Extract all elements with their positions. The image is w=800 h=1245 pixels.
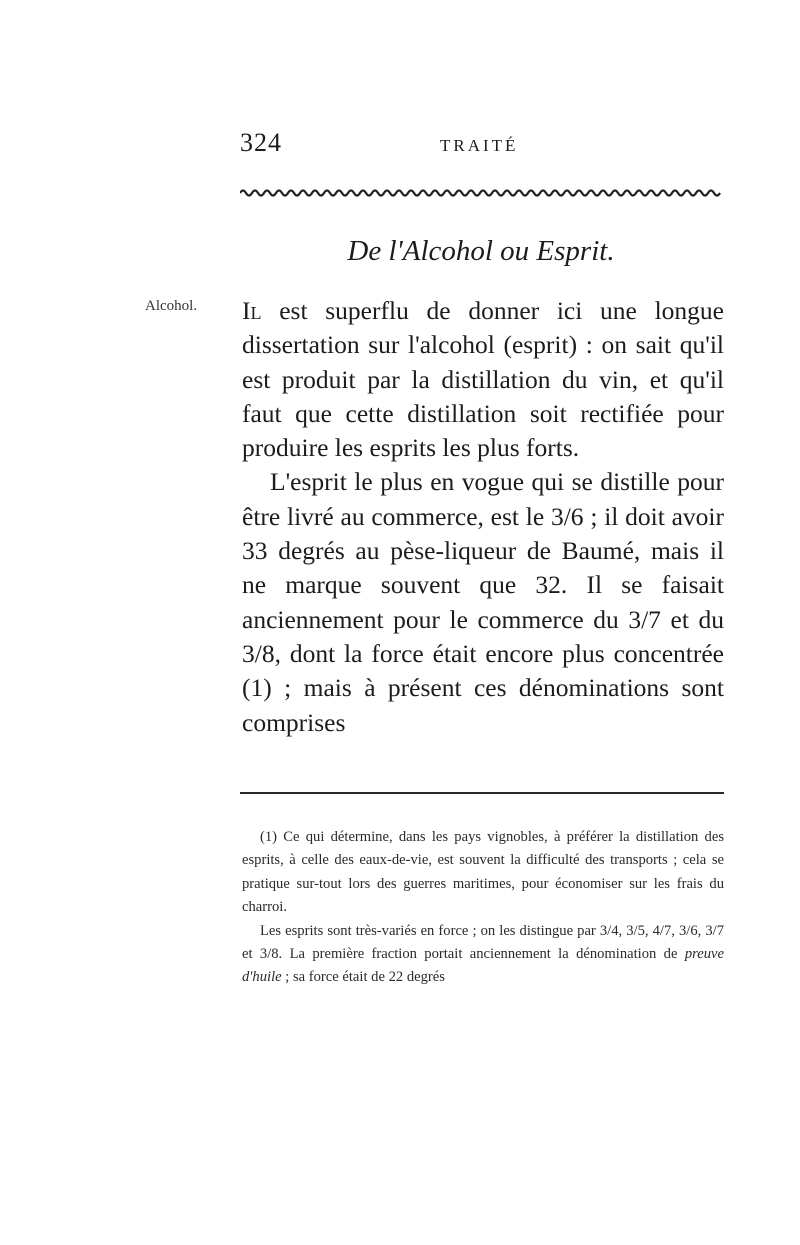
footnote-italic-term: preuve d'huile (242, 946, 724, 986)
paragraph-lead-word: Il (242, 296, 262, 325)
footnotes (242, 826, 724, 990)
ornamental-rule (240, 188, 722, 198)
footnote-1: (1) Ce qui détermine, dans les pays vignobles, à préférer la distillation des esprits, à celle des eaux-de-vie, est souvent la difficulté des transports ; cela se pratique sur-tout lors des guerres maritimes, pour économiser sur les frais du charroi. (242, 829, 724, 916)
paragraph-1 (242, 294, 724, 465)
footnote-text: Les esprits sont très-variés en force ; on les distingue par 3/4, 3/5, 4/7, 3/6, 3/7 et 3/8. La première fraction portait anciennement la dénomination de (242, 922, 724, 963)
footnote-text-end: ; sa force était de 22 degrés (281, 969, 445, 986)
section-title: De l'Alcohol ou Esprit. (347, 235, 615, 267)
paragraph-2: L'esprit le plus en vogue qui se distille pour être livré au commerce, est le 3/6 ; il doit avoir 33 degrés au pèse-liqueur de Baumé, mais il ne marque souvent que 32. Il se faisait anciennement pour le commerce du 3/7 et du 3/8, dont la force était encore plus concentrée (1) ; mais à présent ces dénominations sont comprises (242, 467, 724, 737)
paragraph-1-text: est superflu de donner ici une longue dissertation sur l'alcohol (esprit) : on sait qu'il est produit par la distillation du vin, et qu'il faut que cette distillation soit rectifiée pour produire les esprits les plus forts. (242, 296, 724, 463)
footnote-rule (240, 792, 724, 794)
footnote-1-continued (242, 920, 724, 990)
body-text (242, 294, 724, 740)
margin-note: Alcohol. (145, 298, 198, 314)
running-head: TRAITÉ (440, 136, 519, 155)
page-number: 324 (240, 128, 282, 157)
